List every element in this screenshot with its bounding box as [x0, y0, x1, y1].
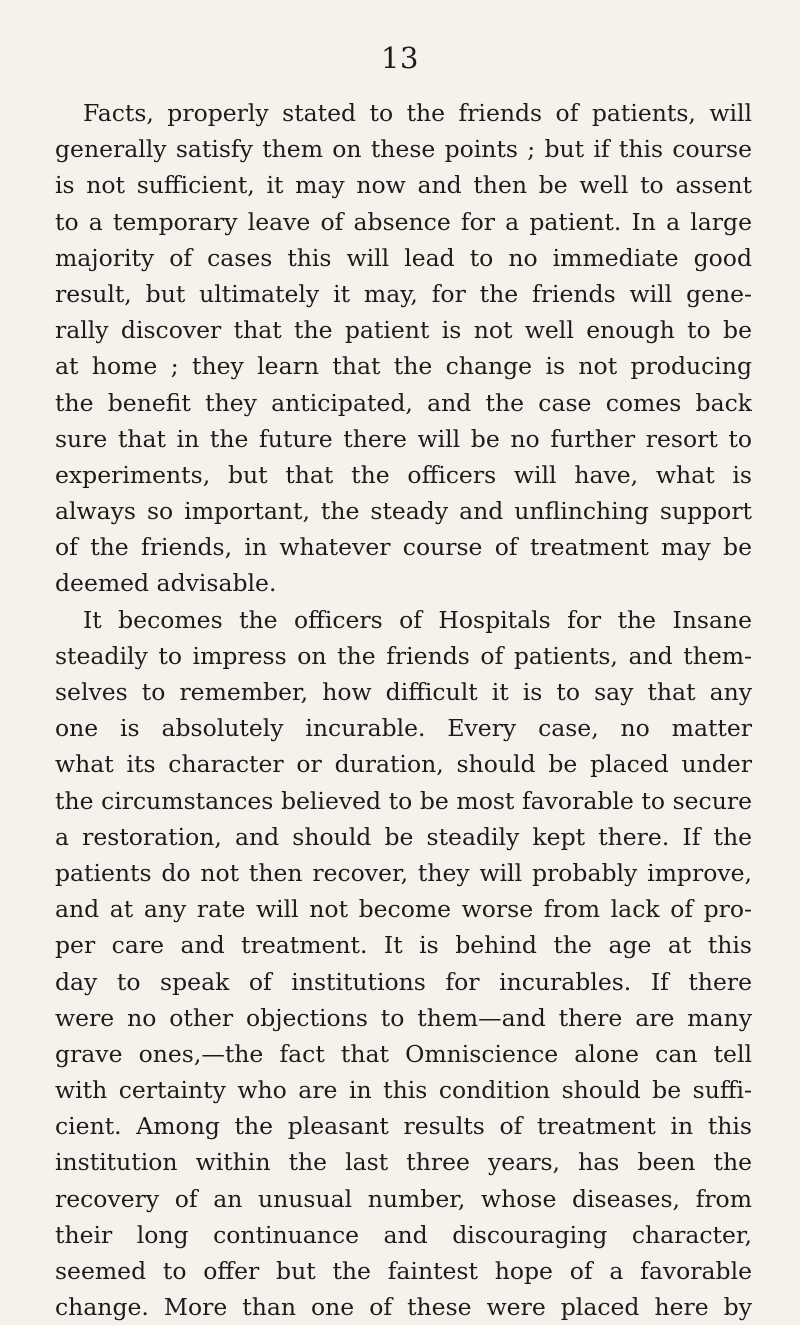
- text-line: is not sufficient, it may now and then be well to assent: [55, 171, 752, 200]
- text-line: to a temporary leave of absence for a patient. In a large: [55, 207, 752, 236]
- text-line: grave ones,—the fact that Omniscience alone can tell: [55, 1039, 752, 1068]
- text-line: one is absolutely incurable. Every case, no matter: [55, 714, 752, 743]
- text-line: change. More than one of these were placed here by: [55, 1293, 752, 1322]
- text-line: experiments, but that the officers will have, what is: [55, 460, 752, 489]
- text-line: cient. Among the pleasant results of treatment in this: [55, 1112, 752, 1141]
- text-line: and at any rate will not become worse from lack of pro-: [55, 895, 752, 924]
- text-line: day to speak of institutions for incurables. If there: [55, 967, 752, 996]
- text-line: It becomes the officers of Hospitals for the Insane: [83, 605, 752, 634]
- text-line: the circumstances believed to be most favorable to secure: [55, 786, 752, 815]
- text-line: patients do not then recover, they will probably improve,: [55, 858, 752, 887]
- text-line: result, but ultimately it may, for the friends will gene-: [55, 279, 752, 308]
- text-line: the benefit they anticipated, and the case comes back: [55, 388, 752, 417]
- text-line: institution within the last three years, has been the: [55, 1148, 752, 1177]
- text-line: seemed to offer but the faintest hope of a favorable: [55, 1257, 752, 1285]
- text-line: always so important, the steady and unflinching support: [55, 497, 752, 526]
- text-line: recovery of an unusual number, whose diseases, from: [55, 1184, 752, 1213]
- page-number: 13: [381, 41, 419, 75]
- text-line: majority of cases this will lead to no immediate good: [55, 243, 752, 272]
- text-line: selves to remember, how difficult it is to say that any: [55, 678, 752, 706]
- text-line: what its character or duration, should be placed under: [55, 750, 752, 779]
- text-line: of the friends, in whatever course of treatment may be: [55, 533, 752, 562]
- text-line: a restoration, and should be steadily kept there. If the: [55, 822, 752, 851]
- text-line: Facts, properly stated to the friends of patients, will: [83, 99, 752, 127]
- text-line: rally discover that the patient is not well enough to be: [55, 316, 752, 345]
- text-line: per care and treatment. It is behind the age at this: [55, 931, 752, 960]
- text-line: with certainty who are in this condition should be suffi-: [55, 1076, 752, 1105]
- text-line: were no other objections to them—and there are many: [55, 1003, 752, 1032]
- text-line: steadily to impress on the friends of patients, and them-: [55, 641, 752, 670]
- body-text: [55, 95, 752, 1325]
- text-line: deemed advisable.: [55, 569, 277, 598]
- text-line: generally satisfy them on these points ; but if this course: [55, 135, 752, 164]
- text-line: their long continuance and discouraging character,: [55, 1220, 752, 1249]
- text-line: at home ; they learn that the change is not producing: [55, 352, 752, 381]
- text-line: sure that in the future there will be no further resort to: [55, 424, 752, 453]
